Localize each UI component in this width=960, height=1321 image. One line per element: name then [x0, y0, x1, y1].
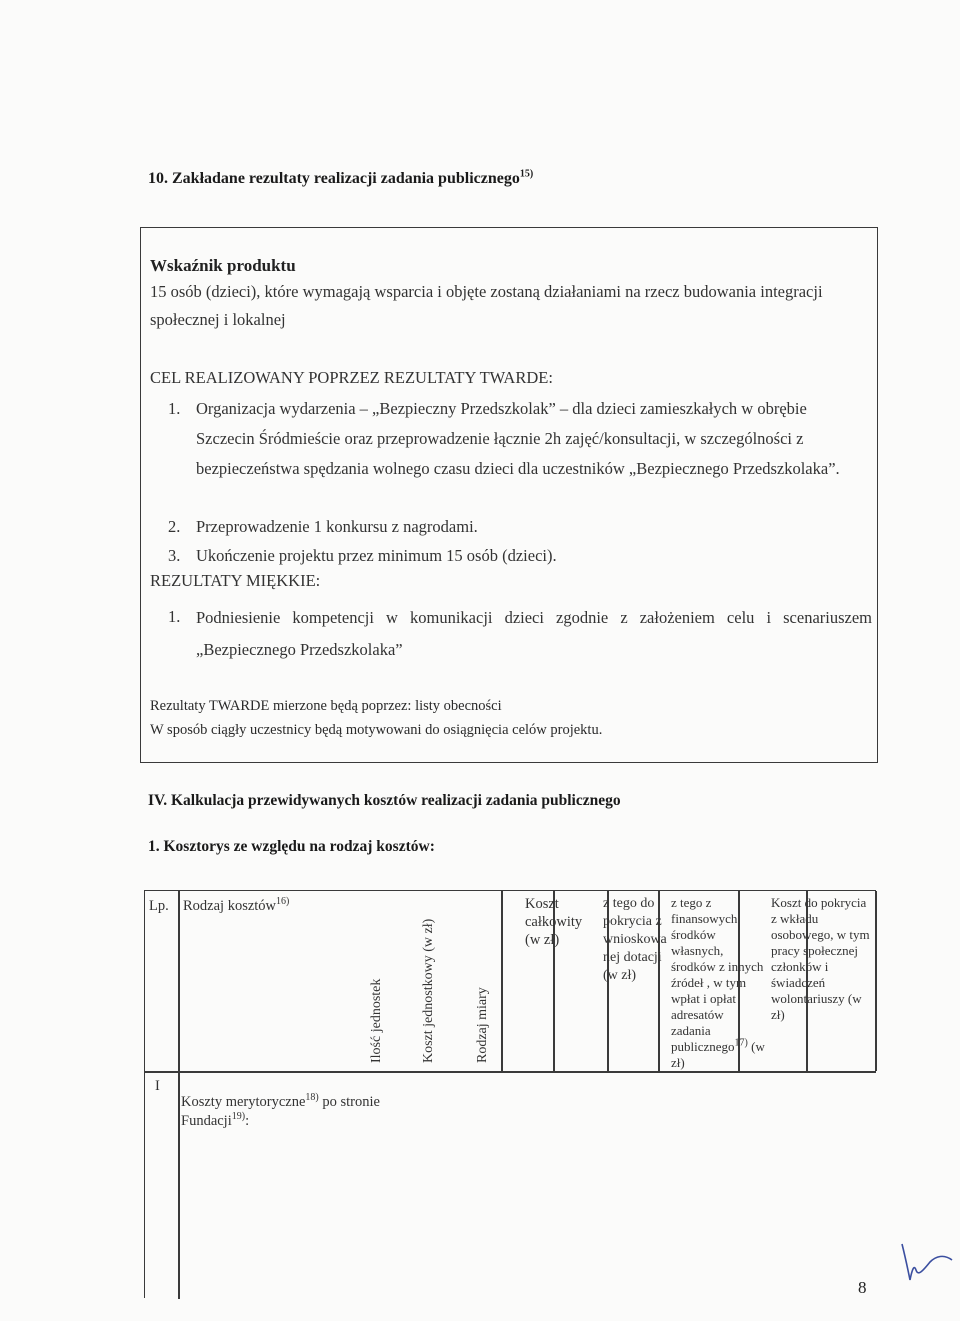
row-cost-type — [181, 1093, 381, 1131]
footnote-ref-17: 17) — [734, 1037, 748, 1049]
header-own-funds — [671, 895, 765, 1071]
footnote-ref-19: 19) — [231, 1111, 246, 1123]
hard-result-number: 2. — [168, 517, 181, 536]
header-total-cost: Koszt całkowity (w zł) — [525, 896, 583, 948]
hard-result-text: Przeprowadzenie 1 konkursu z nagrodami. — [196, 517, 478, 536]
cost-table — [144, 890, 876, 1298]
header-quantity: Ilość jednostek — [369, 978, 384, 1063]
measurement-line: Rezultaty TWARDE mierzone będą poprzez: listy obecności — [150, 698, 502, 714]
row-cost-type-label: Koszty merytoryczne — [181, 1094, 306, 1110]
soft-result-item — [168, 602, 872, 666]
hard-result-number: 3. — [168, 546, 181, 565]
header-cost-type — [183, 897, 289, 915]
section-10-title-text: 10. Zakładane rezultaty realizacji zadania publicznego — [148, 170, 520, 187]
section-10-title — [148, 170, 533, 188]
hard-result-number: 1. — [168, 399, 181, 418]
header-grant-coverage: z tego do pokrycia z wnioskowanej dotacji (w zł) — [603, 896, 667, 983]
table-grid-line — [875, 891, 877, 1071]
table-grid-line — [501, 891, 503, 1071]
table-grid-line — [178, 891, 180, 1299]
motivation-line: W sposób ciągły uczestnicy będą motywowani do osiągnięcia celów projektu. — [150, 722, 603, 738]
header-lp: Lp. — [149, 898, 169, 914]
table-grid-line — [145, 1071, 876, 1073]
product-indicator-text: 15 osób (dzieci), które wymagają wsparcia i objęte zostaną działaniami na rzecz budowania integracji społecznej i lokalnej — [150, 282, 823, 329]
product-indicator-label: Wskaźnik produktu — [150, 256, 296, 275]
section-iv-title: IV. Kalkulacja przewidywanych kosztów realizacji zadania publicznego — [148, 792, 621, 809]
hard-result-item — [168, 541, 868, 571]
header-own-funds-unit: (w zł) — [671, 1039, 765, 1070]
hard-result-item — [168, 512, 868, 542]
row-cost-type-end: : — [245, 1113, 250, 1129]
hard-result-text: Organizacja wydarzenia – „Bezpieczny Przedszkolak” – dla dzieci zamieszkałych w obrębie Szczecin Śródmieście oraz przeprowadzenie łącznie 2h zajęć/konsultacji, w szczególności z bezpieczeństwa spędzania wolnego czasu dzieci dla uczestników „Bezpiecznego Przedszkolaka”. — [196, 399, 840, 478]
hard-result-item — [168, 394, 868, 484]
footnote-ref-16: 16) — [276, 896, 290, 908]
footnote-ref-18: 18) — [305, 1092, 319, 1104]
header-unit-cost: Koszt jednostkowy (w zł) — [421, 918, 436, 1063]
row-cost-type-tail: po stronie Fundacji — [181, 1094, 380, 1129]
header-measure-type: Rodzaj miary — [475, 987, 490, 1063]
hard-result-text: Ukończenie projektu przez minimum 15 osób (dzieci). — [196, 546, 557, 565]
soft-result-number: 1. — [168, 607, 181, 626]
header-personal-contribution: Koszt do pokrycia z wkładu osobowego, w tym pracy społecznej członków i świadczeń wolontariuszy (w zł) — [771, 895, 870, 1022]
cost-estimate-subtitle: 1. Kosztorys ze względu na rodzaj kosztów: — [148, 838, 435, 855]
signature-mark — [896, 1240, 956, 1290]
footnote-ref-15: 15) — [519, 168, 534, 180]
measurement-text — [150, 694, 602, 742]
row-lp: I — [155, 1078, 160, 1094]
hard-results-heading: CEL REALIZOWANY POPRZEZ REZULTATY TWARDE: — [150, 368, 553, 387]
header-own-funds-label: z tego z finansowych środków własnych, środków z innych źródeł , w tym wpłat i opłat adresatów zadania publicznego — [671, 895, 764, 1054]
page-number: 8 — [858, 1278, 867, 1297]
soft-result-text: Podniesienie kompetencji w komunikacji dzieci zgodnie z założeniem celu i scenariuszem „Bezpiecznego Przedszkolaka” — [196, 608, 872, 659]
outcome-box — [140, 227, 878, 763]
header-cost-type-label: Rodzaj kosztów — [183, 898, 277, 914]
soft-results-heading: REZULTATY MIĘKKIE: — [150, 571, 321, 590]
